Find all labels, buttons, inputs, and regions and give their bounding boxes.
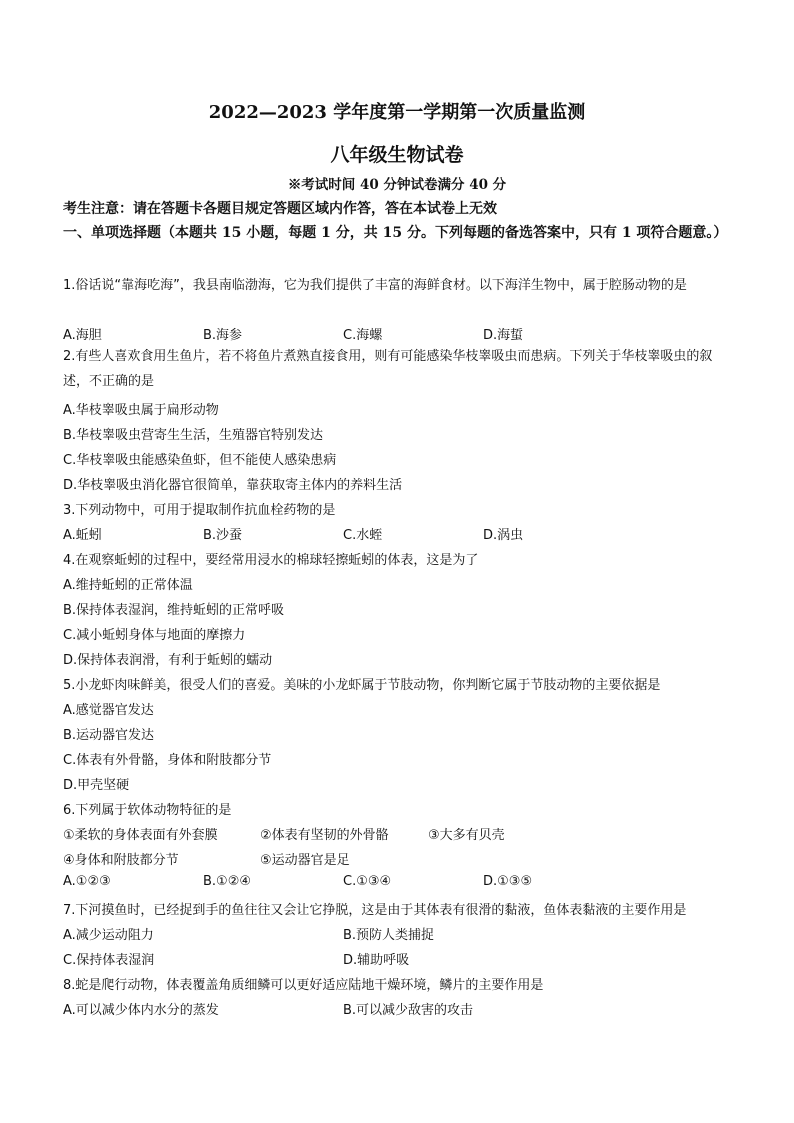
q6-feature-2: ②体表有坚韧的外骨骼 [260, 828, 389, 843]
question-4-stem: 4.在观察蚯蚓的过程中，要经常用浸水的棉球轻擦蚯蚓的体表，这是为了 [63, 553, 479, 568]
q4-option-a[interactable]: A.维持蚯蚓的正常体温 [63, 578, 193, 593]
q5-option-b[interactable]: B.运动器官发达 [63, 728, 155, 743]
q1-option-c[interactable]: C.海螺 [343, 328, 383, 343]
question-2-stem: 2.有些人喜欢食用生鱼片，若不将鱼片煮熟直接食用，则有可能感染华枝睾吸虫而患病。下列关于华枝睾吸虫的叙述，不正确的是 [63, 349, 713, 389]
question-1-stem: 1.俗话说“靠海吃海”，我县南临渤海，它为我们提供了丰富的海鲜食材。以下海洋生物中，属于腔肠动物的是 [63, 278, 687, 293]
q5-option-c[interactable]: C.体表有外骨骼，身体和附肢都分节 [63, 753, 272, 768]
q6-feature-5: ⑤运动器官是足 [260, 853, 350, 868]
exam-title: 2022—2023 学年度第一学期第一次质量监测 [208, 102, 586, 123]
question-3-stem: 3.下列动物中，可用于提取制作抗血栓药物的是 [63, 503, 336, 518]
q6-option-d[interactable]: D.①③⑤ [483, 874, 533, 889]
q4-option-d[interactable]: D.保持体表润滑，有利于蚯蚓的蠕动 [63, 653, 273, 668]
q3-option-a[interactable]: A.蚯蚓 [63, 528, 102, 543]
q2-option-c[interactable]: C.华枝睾吸虫能感染鱼虾，但不能使人感染患病 [63, 453, 337, 468]
q1-option-b[interactable]: B.海参 [203, 328, 243, 343]
exam-info: ※考试时间 40 分钟试卷满分 40 分 [287, 177, 507, 193]
question-6-stem: 6.下列属于软体动物特征的是 [63, 803, 232, 818]
q2-option-d[interactable]: D.华枝睾吸虫消化器官很简单，靠获取寄主体内的养料生活 [63, 478, 403, 493]
q1-option-a[interactable]: A.海胆 [63, 328, 102, 343]
candidate-notice: 考生注意：请在答题卡各题目规定答题区域内作答，答在本试卷上无效 [63, 201, 497, 217]
question-5-stem: 5.小龙虾肉味鲜美，很受人们的喜爱。美味的小龙虾属于节肢动物，你判断它属于节肢动物的主要依据是 [63, 678, 661, 693]
q7-option-d[interactable]: D.辅助呼吸 [343, 953, 410, 968]
q8-option-b[interactable]: B.可以减少敌害的攻击 [343, 1003, 474, 1018]
section-title: 一、单项选择题（本题共 15 小题，每题 1 分，共 15 分。下列每题的备选答案中，只有 1 项符合题意。） [63, 225, 728, 241]
q7-option-c[interactable]: C.保持体表湿润 [63, 953, 155, 968]
q3-option-b[interactable]: B.沙蚕 [203, 528, 243, 543]
q6-feature-4: ④身体和附肢都分节 [63, 853, 179, 868]
question-7-stem: 7.下河摸鱼时，已经捉到手的鱼往往又会让它挣脱，这是由于其体表有很滑的黏液，鱼体表黏液的主要作用是 [63, 903, 687, 918]
q6-option-c[interactable]: C.①③④ [343, 874, 392, 889]
q5-option-a[interactable]: A.感觉器官发达 [63, 703, 154, 718]
exam-subtitle: 八年级生物试卷 [330, 144, 464, 166]
question-8-stem: 8.蛇是爬行动物，体表覆盖角质细鳞可以更好适应陆地干燥环境，鳞片的主要作用是 [63, 978, 544, 993]
q4-option-c[interactable]: C.减小蚯蚓身体与地面的摩擦力 [63, 628, 246, 643]
q3-option-c[interactable]: C.水蛭 [343, 528, 383, 543]
q7-option-b[interactable]: B.预防人类捕捉 [343, 928, 435, 943]
q4-option-b[interactable]: B.保持体表湿润，维持蚯蚓的正常呼吸 [63, 603, 285, 618]
q6-option-b[interactable]: B.①②④ [203, 874, 252, 889]
q6-option-a[interactable]: A.①②③ [63, 874, 111, 889]
q6-feature-3: ③大多有贝壳 [428, 828, 505, 843]
q1-option-d[interactable]: D.海蜇 [483, 328, 524, 343]
q2-option-a[interactable]: A.华枝睾吸虫属于扁形动物 [63, 403, 219, 418]
q3-option-d[interactable]: D.涡虫 [483, 528, 524, 543]
q7-option-a[interactable]: A.减少运动阻力 [63, 928, 154, 943]
q6-feature-1: ①柔软的身体表面有外套膜 [63, 828, 218, 843]
q5-option-d[interactable]: D.甲壳坚硬 [63, 778, 130, 793]
q2-option-b[interactable]: B.华枝睾吸虫营寄生生活，生殖器官特别发达 [63, 428, 324, 443]
q8-option-a[interactable]: A.可以减少体内水分的蒸发 [63, 1003, 219, 1018]
